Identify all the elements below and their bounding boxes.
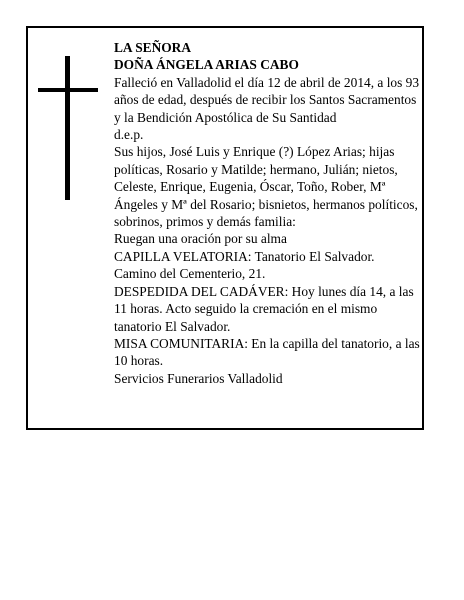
prayer-request: Ruegan una oración por su alma [114, 231, 287, 247]
mass-info: MISA COMUNITARIA: En la capilla del tanatorio, a las 10 horas. [114, 335, 420, 369]
chapel-info: CAPILLA VELATORIA: Tanatorio El Salvador. Camino del Cementerio, 21. [114, 248, 375, 282]
notice-title: LA SEÑORA [114, 40, 192, 55]
rip-text: d.e.p. [114, 127, 144, 143]
death-statement: Falleció en Valladolid el día 12 de abril de 2014, a los 93 años de edad, después de recibir los Santos Sacramentos y la Bendición Apostólica de Su Santidad [114, 74, 420, 125]
deceased-name: DOÑA ÁNGELA ARIAS CABO [114, 57, 299, 73]
farewell-info: DESPEDIDA DEL CADÁVER: Hoy lunes día 14, a las 11 horas. Acto seguido la cremación en el mismo tanatorio El Salvador. [114, 283, 414, 334]
cross-horizontal-bar [38, 88, 98, 92]
notice-text [114, 39, 420, 387]
family-list: Sus hijos, José Luis y Enrique (?) López Arias; hijas políticas, Rosario y Matilde; hermano, Julián; nietos, Celeste, Enrique, Eugenia, Óscar, Toño, Rober, Mª Ángeles y Mª del Rosario; bisnietos, hermanos políticos, sobrinos, primos y demás familia: [114, 144, 418, 230]
latin-cross-icon [38, 56, 98, 200]
obituary-notice [26, 26, 424, 430]
cross-vertical-bar [65, 56, 70, 200]
funeral-services: Servicios Funerarios Valladolid [114, 370, 283, 386]
